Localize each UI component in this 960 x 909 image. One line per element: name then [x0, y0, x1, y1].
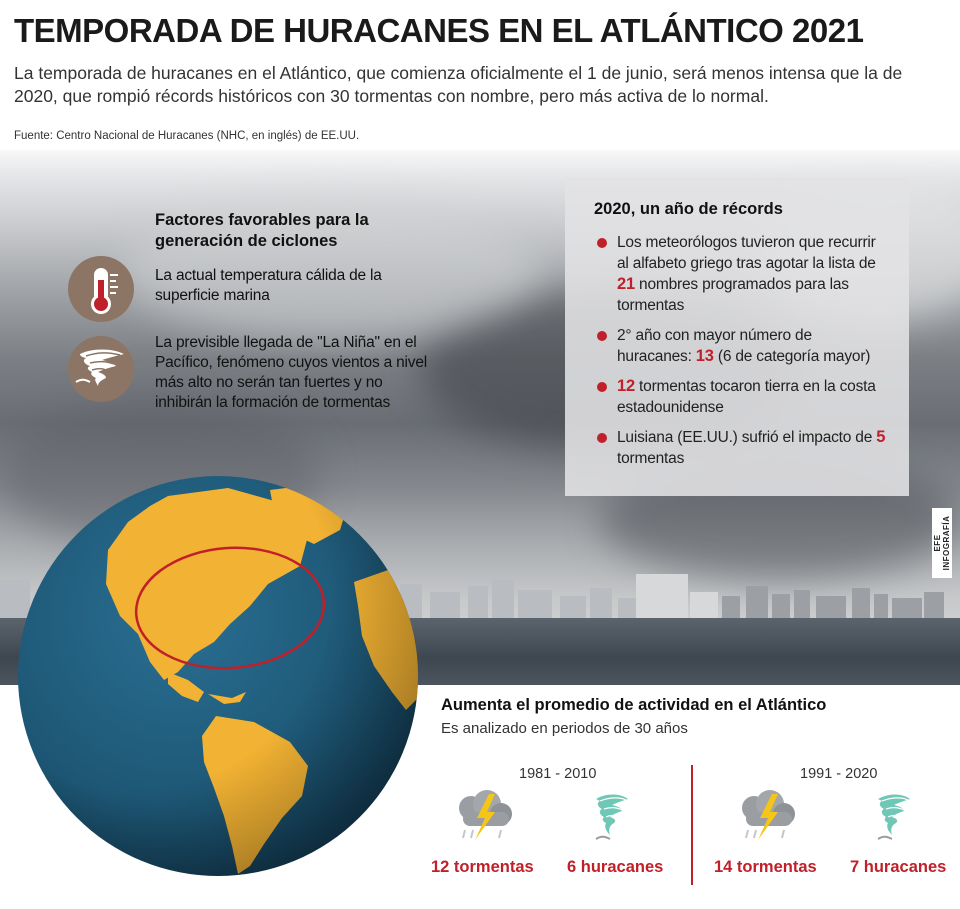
record-highlight: 13 [695, 347, 714, 365]
source-note: Fuente: Centro Nacional de Huracanes (NHC, en inglés) de EE.UU. [14, 130, 360, 142]
tornado-icon [68, 336, 134, 402]
record-text: (6 de categoría mayor) [713, 348, 871, 365]
records-list [597, 232, 887, 478]
factors-title: Factores favorables para la generación de ciclones [155, 211, 369, 250]
tornado-icon [592, 791, 632, 847]
record-text: 2° año con mayor número de huracanes: [617, 327, 812, 365]
factor-text: La previsible llegada de "La Niña" en el Pacífico, fenómeno cuyos vientos a nivel más alto no serán tan fuertes y no inhibirán la formación de tormentas [155, 334, 428, 411]
record-text: nombres programados para las tormentas [617, 276, 849, 314]
record-highlight: 5 [876, 428, 886, 446]
record-highlight: 12 [617, 377, 635, 395]
credit-text: EFE INFOGRAFÍA [933, 515, 951, 571]
period-label: 1981 - 2010 [519, 766, 597, 782]
list-item [597, 232, 887, 316]
page-title: TEMPORADA DE HURACANES EN EL ATLÁNTICO 2021 [14, 12, 864, 49]
globe-shading [18, 476, 418, 876]
hurricanes-count: 6 huracanes [567, 858, 664, 876]
globe-illustration [18, 466, 420, 886]
tornado-icon [874, 791, 914, 847]
bullet-dot [597, 433, 607, 443]
factor-text: La actual temperatura cálida de la superficie marina [155, 267, 382, 304]
activity-subtitle: Es analizado en periodos de 30 años [441, 720, 688, 737]
thermometer-icon [68, 256, 134, 322]
list-item [597, 376, 887, 418]
records-title: 2020, un año de récords [594, 200, 783, 218]
records-panel [565, 177, 909, 496]
record-text: Los meteorólogos tuvieron que recurrir al alfabeto griego tras agotar la lista de [617, 234, 876, 272]
record-text: tormentas tocaron tierra en la costa estadounidense [617, 378, 876, 416]
hurricanes-count: 7 huracanes [850, 858, 947, 876]
list-item [597, 427, 887, 469]
bullet-dot [597, 382, 607, 392]
record-text: tormentas [617, 450, 685, 467]
list-item [597, 325, 887, 367]
storms-count: 12 tormentas [431, 858, 534, 876]
bullet-dot [597, 238, 607, 248]
bullet-dot [597, 331, 607, 341]
activity-title: Aumenta el promedio de actividad en el Atlántico [441, 696, 827, 714]
record-text: Luisiana (EE.UU.) sufrió el impacto de [617, 429, 877, 446]
period-label: 1991 - 2020 [800, 766, 878, 782]
period-divider [691, 765, 693, 885]
storm-cloud-icon [451, 786, 515, 846]
storm-cloud-icon [734, 786, 798, 846]
record-highlight: 21 [617, 275, 635, 293]
page-subtitle: La temporada de huracanes en el Atlántico, que comienza oficialmente el 1 de junio, será menos intensa que la de 2020, que rompió récords históricos con 30 tormentas con nombre, pero más activa de lo normal. [14, 63, 903, 106]
storms-count: 14 tormentas [714, 858, 817, 876]
credit-tag [932, 508, 952, 578]
header [0, 0, 960, 150]
